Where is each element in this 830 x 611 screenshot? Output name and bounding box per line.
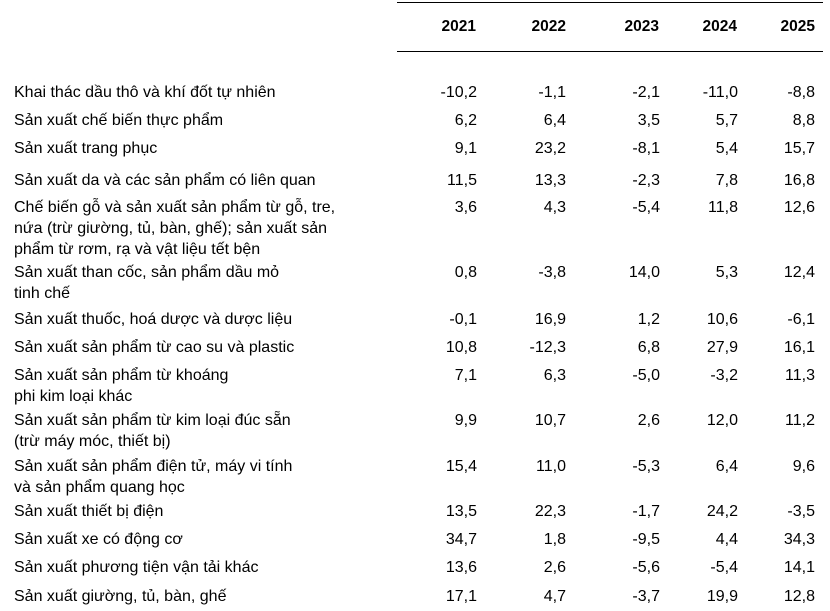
cell-2021: 17,1 [445, 588, 477, 605]
cell-2023: 1,2 [637, 311, 660, 328]
cell-2022: 2,6 [543, 559, 566, 576]
cell-2023: -5,6 [632, 559, 660, 576]
cell-2024: -5,4 [710, 559, 738, 576]
column-header-2024: 2024 [702, 18, 737, 35]
cell-2024: 12,0 [706, 412, 738, 429]
cell-2025: -6,1 [787, 311, 815, 328]
row-label: Sản xuất thuốc, hoá dược và dược liệu [14, 311, 293, 328]
cell-2023: 6,8 [637, 339, 660, 356]
cell-2022: 11,0 [536, 458, 566, 475]
column-header-2023: 2023 [624, 18, 659, 35]
row-label: Sản xuất than cốc, sản phẩm dầu mỏ tinh chế [14, 264, 280, 302]
cell-2024: 7,8 [715, 172, 738, 189]
cell-2022: 23,2 [534, 140, 566, 157]
cell-2025: -8,8 [787, 84, 815, 101]
cell-2024: 11,8 [708, 199, 738, 216]
cell-2023: -2,3 [632, 172, 660, 189]
cell-2021: 15,4 [445, 458, 477, 475]
cell-2023: -5,0 [632, 367, 660, 384]
row-label: Sản xuất sản phẩm điện tử, máy vi tính và sản phẩm quang học [14, 458, 293, 496]
column-header-2022: 2022 [531, 18, 566, 35]
cell-2023: -8,1 [632, 140, 660, 157]
cell-2021: 9,1 [454, 140, 477, 157]
row-label: Sản xuất phương tiện vận tải khác [14, 559, 259, 576]
row-label: Sản xuất da và các sản phẩm có liên quan [14, 172, 316, 189]
cell-2025: 11,3 [785, 367, 815, 384]
column-header-2025: 2025 [780, 18, 815, 35]
cell-2022: 10,7 [534, 412, 566, 429]
row-label: Khai thác dầu thô và khí đốt tự nhiên [14, 84, 276, 101]
table-top-rule [397, 2, 823, 3]
cell-2025: 12,4 [783, 264, 815, 281]
cell-2021: -0,1 [449, 311, 477, 328]
cell-2022: 22,3 [534, 503, 566, 520]
row-label: Sản xuất sản phẩm từ kim loại đúc sẵn (trừ máy móc, thiết bị) [14, 412, 291, 450]
cell-2023: -5,3 [632, 458, 660, 475]
cell-2024: 5,7 [715, 112, 738, 129]
cell-2021: 6,2 [454, 112, 477, 129]
cell-2025: 16,8 [783, 172, 815, 189]
row-label: Sản xuất sản phẩm từ cao su và plastic [14, 339, 295, 356]
cell-2023: 3,5 [637, 112, 660, 129]
cell-2021: 13,6 [445, 559, 477, 576]
cell-2024: 19,9 [706, 588, 738, 605]
cell-2023: 14,0 [628, 264, 660, 281]
cell-2022: 13,3 [534, 172, 566, 189]
cell-2023: 2,6 [637, 412, 660, 429]
cell-2021: 10,8 [445, 339, 477, 356]
cell-2024: 24,2 [706, 503, 738, 520]
cell-2021: 7,1 [454, 367, 477, 384]
cell-2024: 27,9 [706, 339, 738, 356]
cell-2024: 4,4 [715, 531, 738, 548]
cell-2022: 16,9 [534, 311, 566, 328]
cell-2025: 12,6 [783, 199, 815, 216]
cell-2023: -3,7 [632, 588, 660, 605]
cell-2025: 9,6 [792, 458, 815, 475]
cell-2024: 5,3 [715, 264, 738, 281]
row-label: Sản xuất sản phẩm từ khoáng phi kim loại khác [14, 367, 229, 405]
cell-2023: -9,5 [632, 531, 660, 548]
cell-2025: 34,3 [783, 531, 815, 548]
cell-2022: 6,3 [543, 367, 566, 384]
row-label: Sản xuất thiết bị điện [14, 503, 164, 520]
cell-2025: 11,2 [785, 412, 815, 429]
cell-2023: -5,4 [632, 199, 660, 216]
cell-2025: 15,7 [783, 140, 815, 157]
cell-2023: -1,7 [632, 503, 660, 520]
cell-2021: 9,9 [454, 412, 477, 429]
cell-2021: -10,2 [440, 84, 477, 101]
cell-2024: -11,0 [702, 84, 738, 101]
cell-2022: 4,7 [543, 588, 566, 605]
row-label: Sản xuất giường, tủ, bàn, ghế [14, 588, 227, 605]
cell-2022: -12,3 [529, 339, 566, 356]
row-label: Sản xuất xe có động cơ [14, 531, 183, 548]
cell-2025: 12,8 [783, 588, 815, 605]
cell-2024: 6,4 [715, 458, 738, 475]
cell-2021: 0,8 [454, 264, 477, 281]
cell-2024: 10,6 [706, 311, 738, 328]
row-label: Sản xuất trang phục [14, 140, 158, 157]
row-label: Sản xuất chế biến thực phẩm [14, 112, 224, 129]
cell-2022: 6,4 [543, 112, 566, 129]
cell-2022: -3,8 [538, 264, 566, 281]
cell-2023: -2,1 [632, 84, 660, 101]
cell-2025: 16,1 [783, 339, 815, 356]
cell-2021: 3,6 [454, 199, 477, 216]
cell-2022: -1,1 [538, 84, 566, 101]
cell-2024: -3,2 [710, 367, 738, 384]
cell-2024: 5,4 [715, 140, 738, 157]
cell-2025: 14,1 [783, 559, 815, 576]
cell-2021: 13,5 [445, 503, 477, 520]
column-header-2021: 2021 [441, 18, 476, 35]
cell-2025: -3,5 [787, 503, 815, 520]
row-label: Chế biến gỗ và sản xuất sản phẩm từ gỗ, tre, nứa (trừ giường, tủ, bàn, ghế); sản xuất sản phẩm từ rơm, rạ và vật liệu tết bện [14, 199, 336, 258]
cell-2022: 4,3 [543, 199, 566, 216]
header-bottom-rule [397, 51, 823, 52]
cell-2025: 8,8 [792, 112, 815, 129]
cell-2021: 11,5 [447, 172, 477, 189]
cell-2021: 34,7 [445, 531, 477, 548]
cell-2022: 1,8 [543, 531, 566, 548]
